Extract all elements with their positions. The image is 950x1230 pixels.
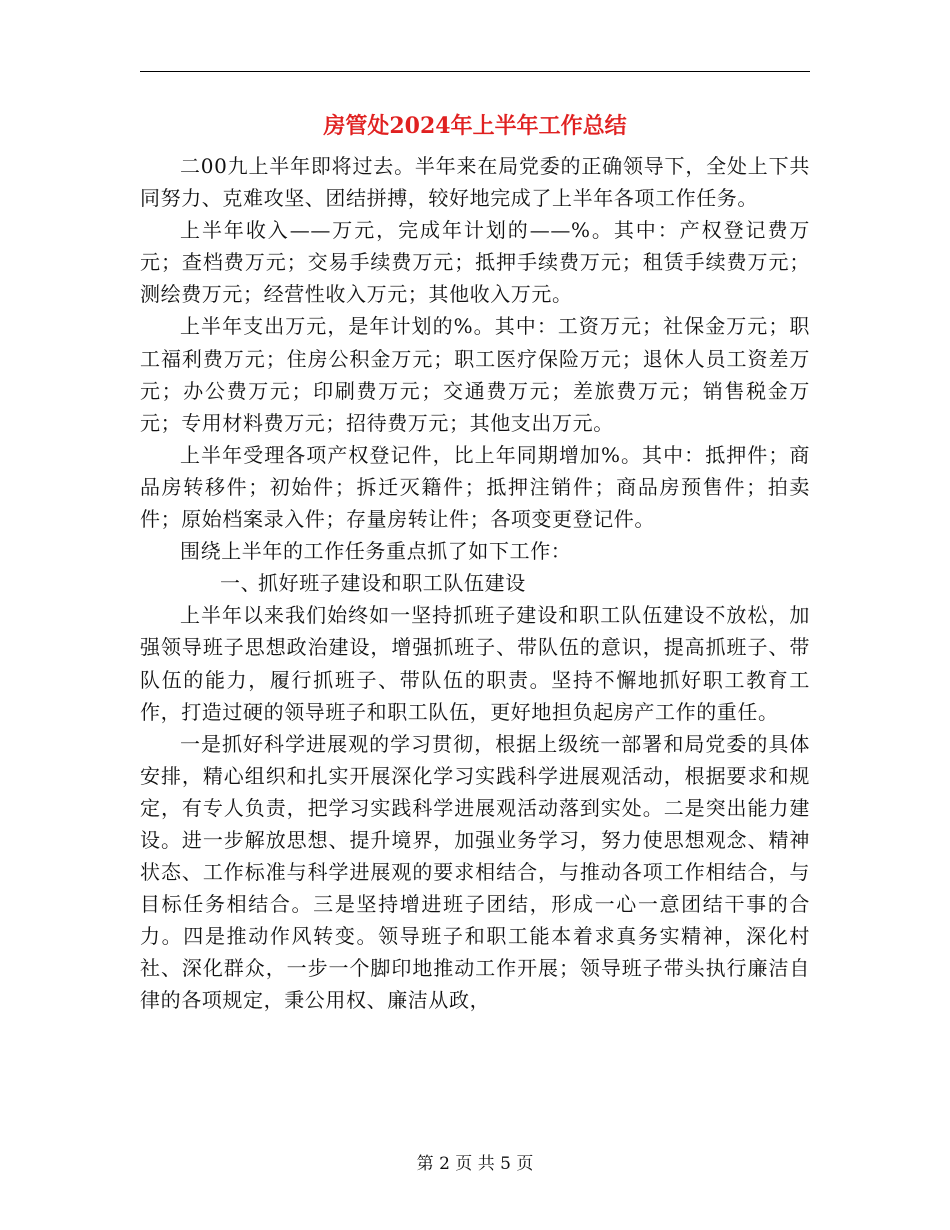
paragraph-income: 上半年收入——万元，完成年计划的——%。其中：产权登记费万元；查档费万元；交易手续费万元；抵押手续费万元；租赁手续费万元；测绘费万元；经营性收入万元；其他收入万元。 — [140, 218, 810, 307]
paragraph-team-building: 上半年以来我们始终如一坚持抓班子建设和职工队伍建设不放松，加强领导班子思想政治建设，增强抓班子、带队伍的意识，提高抓班子、带队伍的能力，履行抓班子、带队伍的职责。坚持不懈地抓好职工教育工作，打造过硬的领导班子和职工队伍，更好地担负起房产工作的重任。 — [140, 603, 810, 724]
paragraph-expenses: 上半年支出万元，是年计划的%。其中：工资万元；社保金万元；职工福利费万元；住房公积金万元；职工医疗保险万元；退休人员工资差万元；办公费万元；印刷费万元；交通费万元；差旅费万元；销售税金万元；专用材料费万元；招待费万元；其他支出万元。 — [140, 314, 810, 435]
section-heading — [140, 567, 810, 599]
page-number: 第 2 页 共 5 页 — [416, 1154, 534, 1174]
section-heading-text: 抓好班子建设和职工队伍建设 — [258, 571, 526, 596]
paragraph-registrations: 上半年受理各项产权登记件，比上年同期增加%。其中：抵押件；商品房转移件；初始件；拆迁灭籍件；抵押注销件；商品房预售件；拍卖件；原始档案录入件；存量房转让件；各项变更登记件。 — [140, 442, 810, 532]
paragraph-intro: 二00九上半年即将过去。半年来在局党委的正确领导下，全处上下共同努力、克难攻坚、团结拼搏，较好地完成了上半年各项工作任务。 — [140, 154, 810, 211]
document-title: 房管处2024年上半年工作总结 — [323, 113, 627, 139]
header-rule — [140, 71, 810, 72]
paragraph-work-intro: 围绕上半年的工作任务重点抓了如下工作： — [180, 539, 572, 564]
paragraph-measures: 一是抓好科学进展观的学习贯彻，根据上级统一部署和局党委的具体安排，精心组织和扎实开展深化学习实践科学进展观活动，根据要求和规定，有专人负责，把学习实践科学进展观活动落到实处。二是突出能力建设。进一步解放思想、提升境界，加强业务学习，努力使思想观念、精神状态、工作标准与科学进展观的要求相结合，与推动各项工作相结合，与目标任务相结合。三是坚持增进班子团结，形成一心一意团结干事的合力。四是推动作风转变。领导班子和职工能本着求真务实精神，深化村社、深化群众，一步一个脚印地推动工作开展；领导班子带头执行廉洁自律的各项规定，秉公用权、廉洁从政， — [140, 731, 810, 1013]
section-heading-number: 一、 — [220, 571, 262, 596]
document-body — [140, 150, 810, 1017]
